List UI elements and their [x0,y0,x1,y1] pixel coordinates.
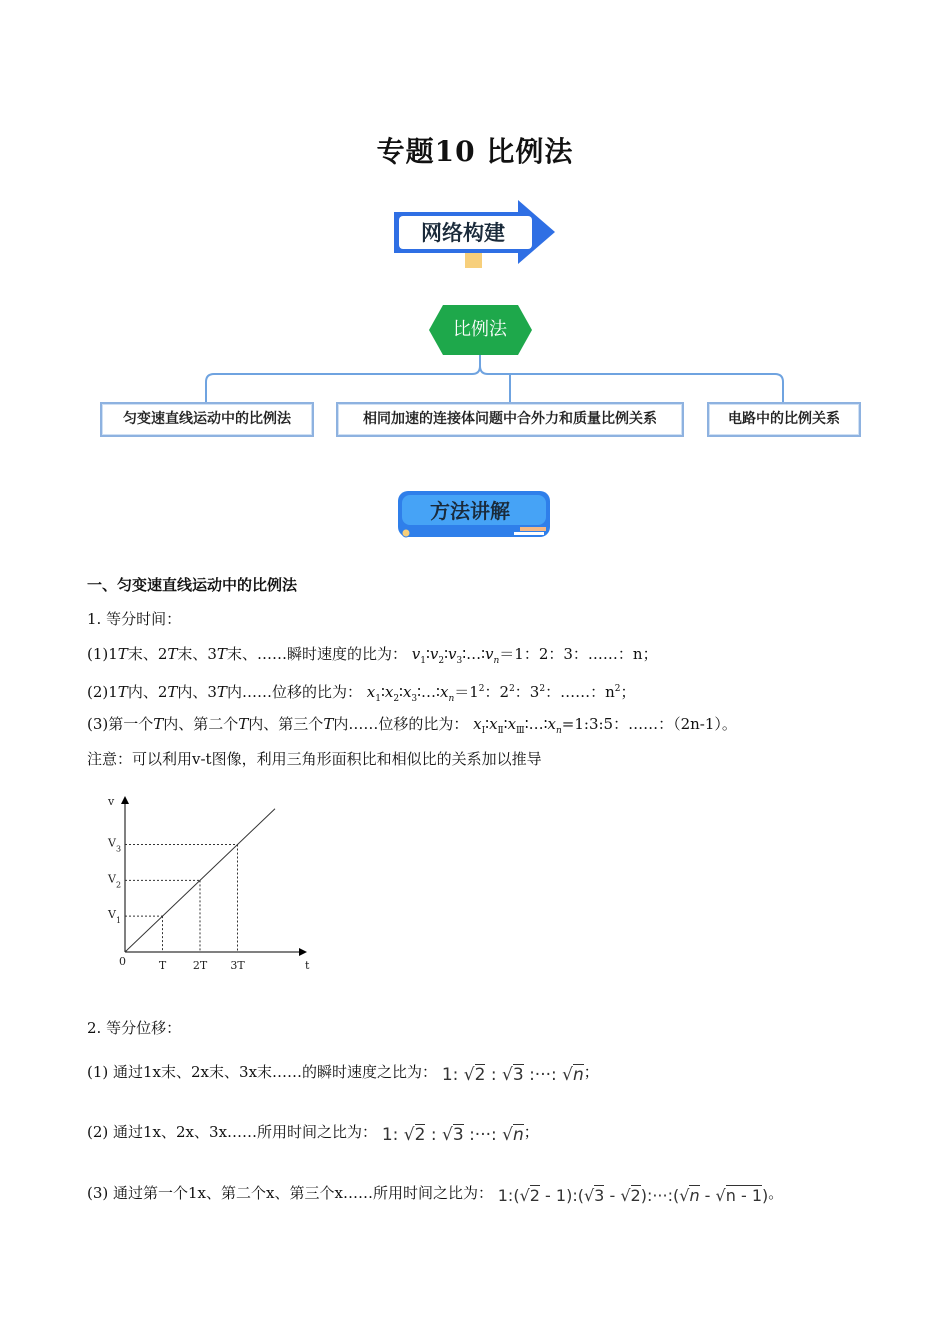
mindmap-node-connected-bodies: 相同加速的连接体问题中合外力和质量比例关系 [336,402,684,437]
formula-time-ratio: 1: √2 : √3 :···: √n [381,1125,524,1145]
formula-interval-time-ratio: 1:(√2 - 1):(√3 - √2):···:(√n - √n - 1) [497,1186,769,1205]
formula-velocity-ratio: 1: √2 : √3 :···: √n [441,1065,584,1085]
velocity-line [125,809,275,952]
network-badge-label: 网络构建 [421,221,505,245]
section1-line1: (1)1T末、2T末、3T末、……瞬时速度的比为： $v_1∶v_2∶v_3∶\dots∶v_n=1$：2：3：……：n； [87,645,658,666]
section1-note: 注意：可以利用v-t图像，利用三角形面积比和相似比的关系加以推导 [87,750,542,768]
section1-line2: (2)1T内、2T内、3T内……位移的比为： $x_1∶x_2∶x_3∶\dots∶x_n=1^2$：$2^2$：$3^2$：……：$n^2$； [87,683,636,704]
y-tick-label: $V_1$ [108,908,122,926]
section1-line3: (3)第一个T内、第二个T内、第三个T内……位移的比为： $x_Ⅰ∶x_Ⅱ∶x_Ⅲ∶\dots∶x_n=1:3:5$：……：（2n-1）。 [87,715,737,736]
x-tick-label: 3T [230,959,245,972]
y-axis-label: v [108,795,115,808]
mindmap-root: 比例法 [453,319,507,340]
x-axis-label: t [305,959,310,972]
page-title: 专题10 比例法 [376,135,574,168]
origin-label: 0 [119,955,126,968]
section2-line3: (3) 通过第一个1x、第二个x、第三个x……所用时间之比为： 1:(√2 - 1):(√3 - √2):···:(√n - √n - 1)。 [87,1184,784,1205]
method-badge [396,489,556,541]
vt-graph [100,790,320,980]
mindmap-node-circuit: 电路中的比例关系 [707,402,861,437]
network-badge [392,198,558,270]
method-badge-label: 方法讲解 [430,499,510,523]
y-tick-label: $V_2$ [108,872,122,890]
section2-sub2: 2. 等分位移： [87,1019,182,1037]
x-tick-label: 2T [192,959,208,972]
mindmap-node-uniform-motion: 匀变速直线运动中的比例法 [100,402,314,437]
section2-line1: (1) 通过1x末、2x末、3x末……的瞬时速度之比为： 1: √2 : √3 :···: √n； [87,1063,599,1085]
section1-heading: 一、匀变速直线运动中的比例法 [87,576,298,594]
section1-sub1: 1. 等分时间： [87,610,182,628]
y-tick-label: $V_3$ [108,836,122,854]
section2-line2: (2) 通过1x、2x、3x……所用时间之比为： 1: √2 : √3 :···: √n； [87,1123,539,1145]
x-tick-label: T [158,959,167,972]
